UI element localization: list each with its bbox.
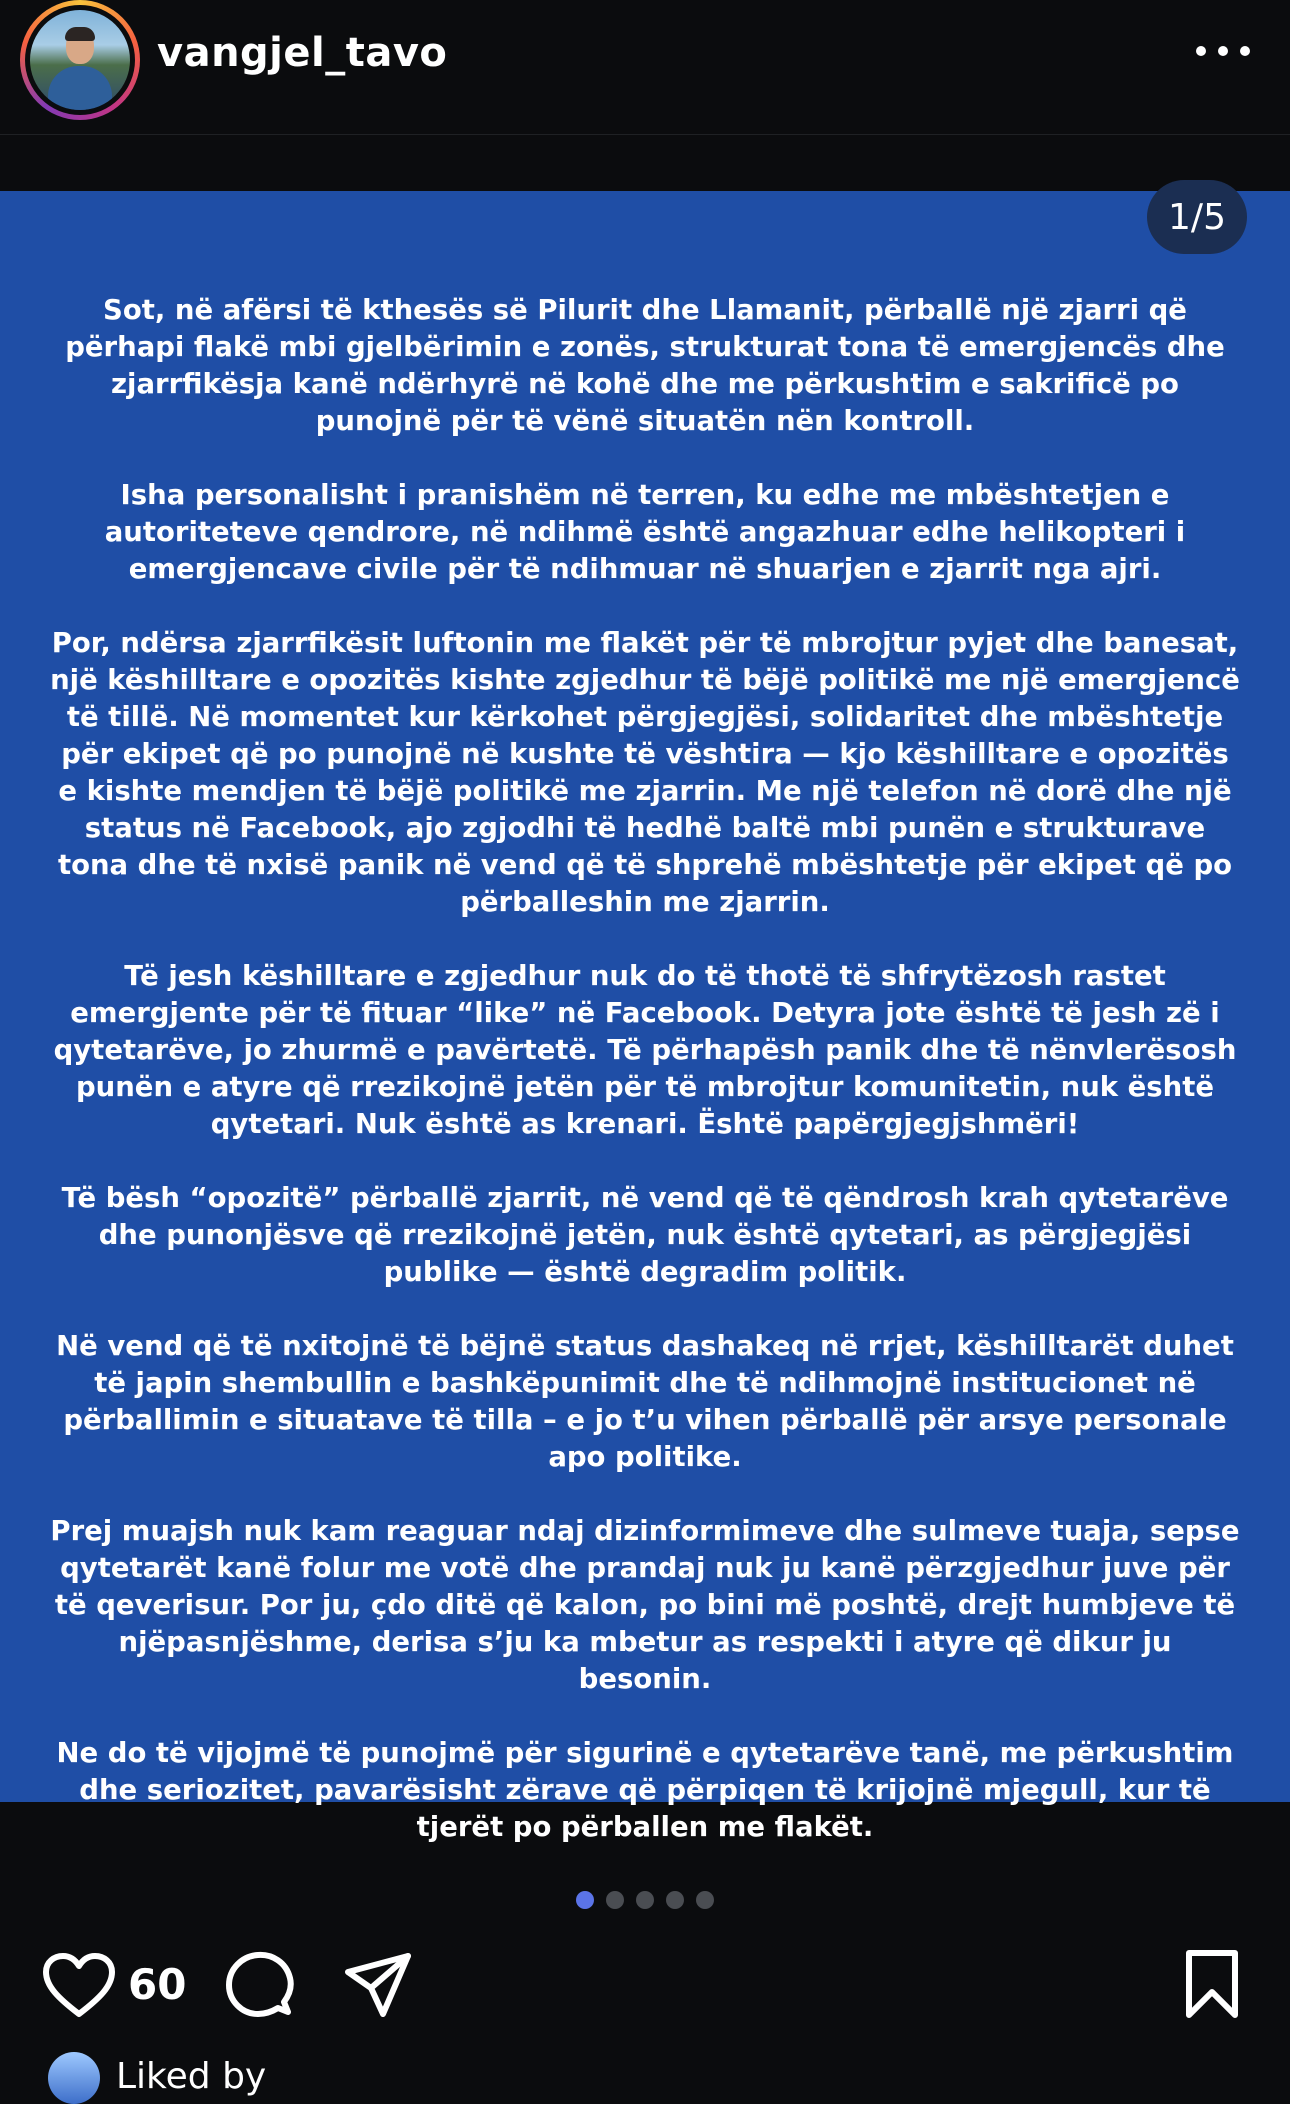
liked-by-avatar[interactable] <box>48 2052 100 2104</box>
avatar[interactable] <box>20 0 140 120</box>
send-icon[interactable] <box>343 1950 413 2020</box>
post-paragraph: Prej muajsh nuk kam reaguar ndaj dizinformimeve dhe sulmeve tuaja, sepse qytetarët kanë folur me votë dhe prandaj nuk ju kanë përzgjedhur juve për të qeverisur. Por ju, çdo ditë që kalon, po bini më poshtë, drejt humbjeve të njëpasnjëshme, derisa s’ju ka mbetur as respekti i atyre që dikur ju besonin. <box>50 1515 1240 1695</box>
carousel-dot[interactable] <box>636 1891 654 1909</box>
post-paragraph: Por, ndërsa zjarrfikësit luftonin me flakët për të mbrojtur pyjet dhe banesat, një këshilltare e opozitës kishte zgjedhur të bëjë politikë me një emergjencë të tillë. Në momentet kur kërkohet përgjegjësi, solidaritet dhe mbështetje për ekipet që po punojnë në kushte të vështira — kjo këshilltare e opozitës e kishte mendjen të bëjë politikë me zjarrin. Me një telefon në dorë dhe një status në Facebook, ajo zgjodhi të hedhë baltë mbi punën e strukturave tona dhe të nxisë panik në vend që të shprehë mbështetje për ekipet që po përballeshin me zjarrin. <box>50 627 1240 918</box>
carousel-dots[interactable] <box>576 1891 714 1909</box>
post-paragraph: Sot, në afërsi të kthesës së Pilurit dhe Llamanit, përballë një zjarri që përhapi flakë mbi gjelbërimin e zonës, strukturat tona të emergjencës dhe zjarrfikësja kanë ndërhyrë në kohë dhe me përkushtim e sakrificë po punojnë për të vënë situatën nën kontroll. <box>65 294 1225 437</box>
like-count[interactable]: 60 <box>128 1960 187 2009</box>
post-paragraph: Isha personalisht i pranishëm në terren, ku edhe me mbështetjen e autoriteteve qendrore, në ndihmë është angazhuar edhe helikopteri i emergjencave civile për të ndihmuar në shuarjen e zjarrit nga ajri. <box>104 479 1186 585</box>
comment-icon[interactable] <box>224 1950 294 2020</box>
liked-by-text[interactable]: Liked by <box>116 2056 267 2097</box>
carousel-dot[interactable] <box>666 1891 684 1909</box>
post-text <box>50 292 1240 1883</box>
action-bar <box>0 1940 1290 2040</box>
username[interactable]: vangjel_tavo <box>157 30 448 76</box>
profile-photo <box>30 10 130 110</box>
post-paragraph: Ne do të vijojmë të punojmë për sigurinë e qytetarëve tanë, me përkushtim dhe seriozitet, pavarësisht zërave që përpiqen të krijojnë mjegull, kur të tjerët po përballen me flakët. <box>56 1737 1234 1843</box>
heart-icon[interactable] <box>42 1952 116 2018</box>
slide-counter: 1/5 <box>1147 180 1247 254</box>
carousel-dot[interactable] <box>606 1891 624 1909</box>
post-paragraph: Në vend që të nxitojnë të bëjnë status dashakeq në rrjet, këshilltarët duhet të japin shembullin e bashkëpunimit dhe të ndihmojnë institucionet në përballimin e situatave të tilla – e jo t’u vihen përballë për arsye personale apo politike. <box>56 1330 1234 1473</box>
post-paragraph: Të bësh “opozitë” përballë zjarrit, në vend që të qëndrosh krah qytetarëve dhe punonjësve që rrezikojnë jetën, nuk është qytetari, as përgjegjësi publike — është degradim politik. <box>61 1182 1229 1288</box>
post-header <box>0 0 1290 135</box>
more-horizontal-icon[interactable] <box>1196 44 1250 58</box>
post-paragraph: Të jesh këshilltare e zgjedhur nuk do të thotë të shfrytëzosh rastet emergjente për të fituar “like” në Facebook. Detyra jote është të jesh zë i qytetarëve, jo zhurmë e pavërtetë. Të përhapësh panik dhe të nënvlerësosh punën e atyre që rrezikojnë jetën për të mbrojtur komunitetin, nuk është qytetari. Nuk është as krenari. Është papërgjegjshmëri! <box>53 960 1237 1140</box>
bookmark-icon[interactable] <box>1184 1948 1240 2020</box>
carousel-dot[interactable] <box>696 1891 714 1909</box>
carousel-dot[interactable] <box>576 1891 594 1909</box>
